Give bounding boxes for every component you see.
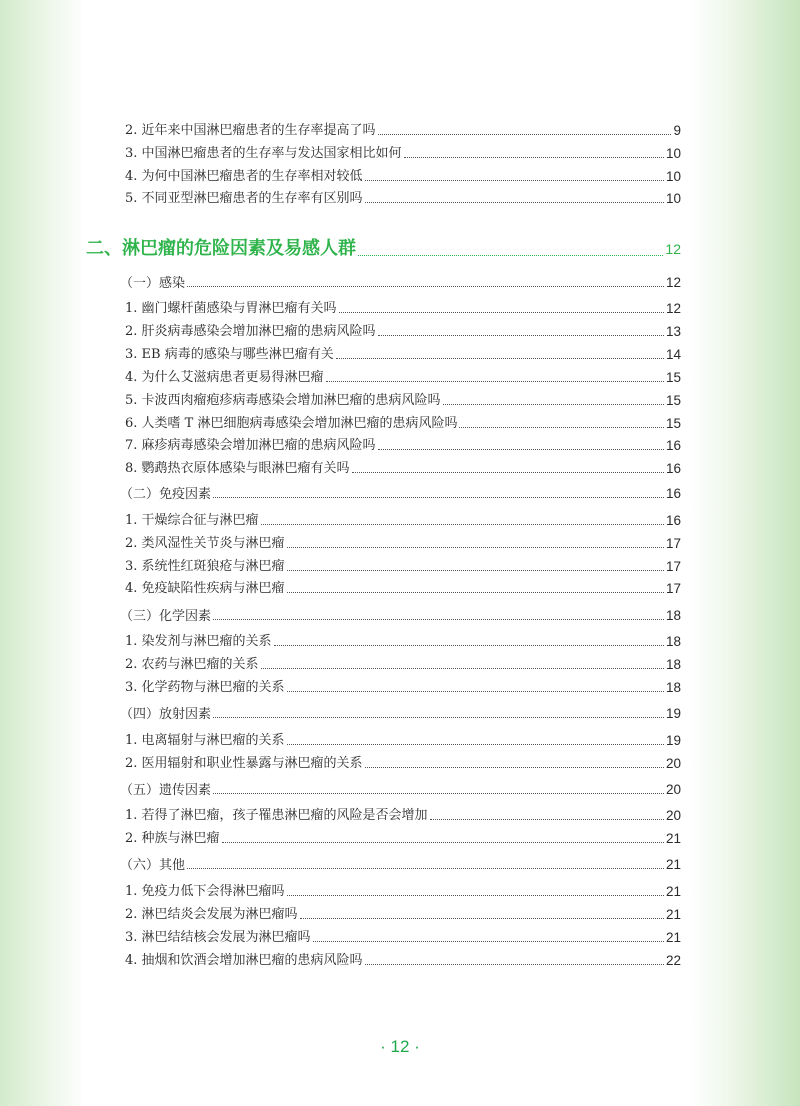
toc-title: 1. 若得了淋巴瘤，孩子罹患淋巴瘤的风险是否会增加: [125, 808, 428, 823]
toc-title: （五）遗传因素: [120, 782, 212, 797]
toc-page: 12: [665, 241, 681, 257]
toc-entry[interactable]: [125, 729, 681, 749]
dot-leader: [213, 497, 664, 498]
toc-title: 5. 不同亚型淋巴瘤患者的生存率有区别吗: [125, 191, 363, 206]
toc-page: 16: [665, 513, 681, 528]
dot-leader: [404, 157, 664, 158]
toc-entry[interactable]: [125, 119, 681, 139]
dot-leader: [261, 668, 664, 669]
toc-page: 12: [665, 301, 681, 316]
dot-leader: [287, 691, 664, 692]
toc-entry[interactable]: [125, 320, 681, 340]
toc-title: 二、淋巴瘤的危险因素及易感人群: [86, 238, 356, 259]
toc-title: 1. 干燥综合征与淋巴瘤: [125, 513, 259, 528]
dot-leader: [213, 793, 664, 794]
dot-leader: [187, 286, 664, 287]
toc-entry[interactable]: [125, 434, 681, 454]
toc-title: 3. EB 病毒的感染与哪些淋巴瘤有关: [125, 347, 334, 362]
dot-leader: [430, 819, 664, 820]
dot-leader: [300, 918, 664, 919]
dot-leader: [358, 255, 663, 256]
toc-entry[interactable]: [125, 949, 681, 969]
dot-leader: [336, 358, 664, 359]
toc-title: 2. 淋巴结炎会发展为淋巴瘤吗: [125, 907, 298, 922]
toc-section[interactable]: [120, 271, 681, 291]
dot-leader: [365, 767, 664, 768]
toc-page: 18: [665, 608, 681, 623]
toc-title: 3. 中国淋巴瘤患者的生存率与发达国家相比如何: [125, 146, 402, 161]
toc-title: 1. 电离辐射与淋巴瘤的关系: [125, 733, 285, 748]
dot-leader: [287, 592, 664, 593]
toc-title: （四）放射因素: [120, 706, 212, 721]
toc-page: 18: [665, 680, 681, 695]
toc-entry[interactable]: [125, 187, 681, 207]
toc-page: 17: [665, 559, 681, 574]
toc-page: 17: [665, 581, 681, 596]
dot-leader: [287, 570, 664, 571]
toc-title: 5. 卡波西肉瘤疱疹病毒感染会增加淋巴瘤的患病风险吗: [125, 393, 441, 408]
toc-page: 15: [665, 393, 681, 408]
toc-page: 18: [665, 634, 681, 649]
toc-page: 19: [665, 706, 681, 721]
dot-leader: [378, 335, 664, 336]
toc-title: 2. 肝炎病毒感染会增加淋巴瘤的患病风险吗: [125, 324, 376, 339]
toc-entry[interactable]: [125, 297, 681, 317]
toc-page: 20: [665, 808, 681, 823]
toc-entry[interactable]: [125, 412, 681, 432]
toc-page: 22: [665, 953, 681, 968]
dot-leader: [339, 312, 664, 313]
toc-page: 15: [665, 370, 681, 385]
toc-title: 1. 染发剂与淋巴瘤的关系: [125, 634, 272, 649]
toc-entry[interactable]: [125, 366, 681, 386]
page-number: · 12 ·: [380, 1037, 420, 1056]
toc-page: 13: [665, 324, 681, 339]
dot-leader: [365, 202, 664, 203]
toc-entry[interactable]: [125, 457, 681, 477]
toc-page: 21: [665, 884, 681, 899]
toc-entry[interactable]: [125, 903, 681, 923]
toc-title: 6. 人类嗜 T 淋巴细胞病毒感染会增加淋巴瘤的患病风险吗: [125, 416, 458, 431]
toc-section[interactable]: [120, 778, 681, 798]
toc-entry[interactable]: [125, 509, 681, 529]
dot-leader: [287, 895, 664, 896]
toc-page: 10: [665, 169, 681, 184]
toc-page: 20: [665, 782, 681, 797]
dot-leader: [287, 744, 664, 745]
toc-entry[interactable]: [125, 343, 681, 363]
toc-page: 16: [665, 438, 681, 453]
dot-leader: [378, 134, 672, 135]
dot-leader: [261, 524, 664, 525]
toc-section[interactable]: [120, 853, 681, 873]
toc-section[interactable]: [120, 482, 681, 502]
toc-entry[interactable]: [125, 653, 681, 673]
toc-page: 10: [665, 146, 681, 161]
toc-title: 2. 农药与淋巴瘤的关系: [125, 657, 259, 672]
toc-title: 3. 淋巴结结核会发展为淋巴瘤吗: [125, 930, 311, 945]
toc-title: 2. 类风湿性关节炎与淋巴瘤: [125, 536, 285, 551]
toc-entry[interactable]: [125, 752, 681, 772]
toc-title: 3. 系统性红斑狼疮与淋巴瘤: [125, 559, 285, 574]
toc-page: 17: [665, 536, 681, 551]
toc-page: 21: [665, 857, 681, 872]
toc-section[interactable]: [120, 604, 681, 624]
toc-page: 16: [665, 461, 681, 476]
dot-leader: [313, 941, 664, 942]
toc-title: 4. 为何中国淋巴瘤患者的生存率相对较低: [125, 169, 363, 184]
dot-leader: [287, 547, 664, 548]
toc-title: 1. 免疫力低下会得淋巴瘤吗: [125, 884, 285, 899]
toc-page: 18: [665, 657, 681, 672]
toc-entry[interactable]: [125, 926, 681, 946]
toc-title: 4. 抽烟和饮酒会增加淋巴瘤的患病风险吗: [125, 953, 363, 968]
toc-section[interactable]: [120, 702, 681, 722]
dot-leader: [365, 180, 664, 181]
dot-leader: [443, 404, 664, 405]
toc-entry[interactable]: [125, 630, 681, 650]
toc-page: 19: [665, 733, 681, 748]
toc-title: （三）化学因素: [120, 608, 212, 623]
toc-page: 21: [665, 930, 681, 945]
toc-title: 7. 麻疹病毒感染会增加淋巴瘤的患病风险吗: [125, 438, 376, 453]
toc-entry[interactable]: [125, 804, 681, 824]
toc-entry[interactable]: [125, 532, 681, 552]
dot-leader: [187, 868, 664, 869]
toc-title: 2. 种族与淋巴瘤: [125, 831, 220, 846]
toc-chapter[interactable]: [86, 234, 681, 260]
dot-leader: [378, 449, 664, 450]
toc-title: 2. 医用辐射和职业性暴露与淋巴瘤的关系: [125, 756, 363, 771]
toc-page: 21: [665, 831, 681, 846]
toc-title: 3. 化学药物与淋巴瘤的关系: [125, 680, 285, 695]
toc-page: 10: [665, 191, 681, 206]
toc-title: （二）免疫因素: [120, 486, 212, 501]
toc-page: 12: [665, 275, 681, 290]
toc-page: 15: [665, 416, 681, 431]
dot-leader: [352, 472, 664, 473]
dot-leader: [222, 842, 664, 843]
dot-leader: [326, 381, 664, 382]
dot-leader: [459, 427, 663, 428]
toc-entry[interactable]: [125, 165, 681, 185]
toc-page: 9: [673, 123, 681, 138]
toc-title: 4. 免疫缺陷性疾病与淋巴瘤: [125, 581, 285, 596]
dot-leader: [213, 619, 664, 620]
toc-title: 8. 鹦鹉热衣原体感染与眼淋巴瘤有关吗: [125, 461, 350, 476]
toc-title: （一）感染: [120, 275, 186, 290]
toc-page: 21: [665, 907, 681, 922]
toc-entry[interactable]: [125, 389, 681, 409]
toc-entry[interactable]: [125, 142, 681, 162]
dot-leader: [365, 964, 664, 965]
toc-entry[interactable]: [125, 880, 681, 900]
toc-entry[interactable]: [125, 676, 681, 696]
toc-entry[interactable]: [125, 555, 681, 575]
dot-leader: [213, 717, 664, 718]
toc-title: 1. 幽门螺杆菌感染与胃淋巴瘤有关吗: [125, 301, 337, 316]
toc-title: 2. 近年来中国淋巴瘤患者的生存率提高了吗: [125, 123, 376, 138]
dot-leader: [274, 645, 664, 646]
toc-title: 4. 为什么艾滋病患者更易得淋巴瘤: [125, 370, 324, 385]
toc-page: 20: [665, 756, 681, 771]
toc-page: 14: [665, 347, 681, 362]
toc-title: （六）其他: [120, 857, 186, 872]
toc-entry[interactable]: [125, 577, 681, 597]
toc-page: 16: [665, 486, 681, 501]
toc-entry[interactable]: [125, 827, 681, 847]
